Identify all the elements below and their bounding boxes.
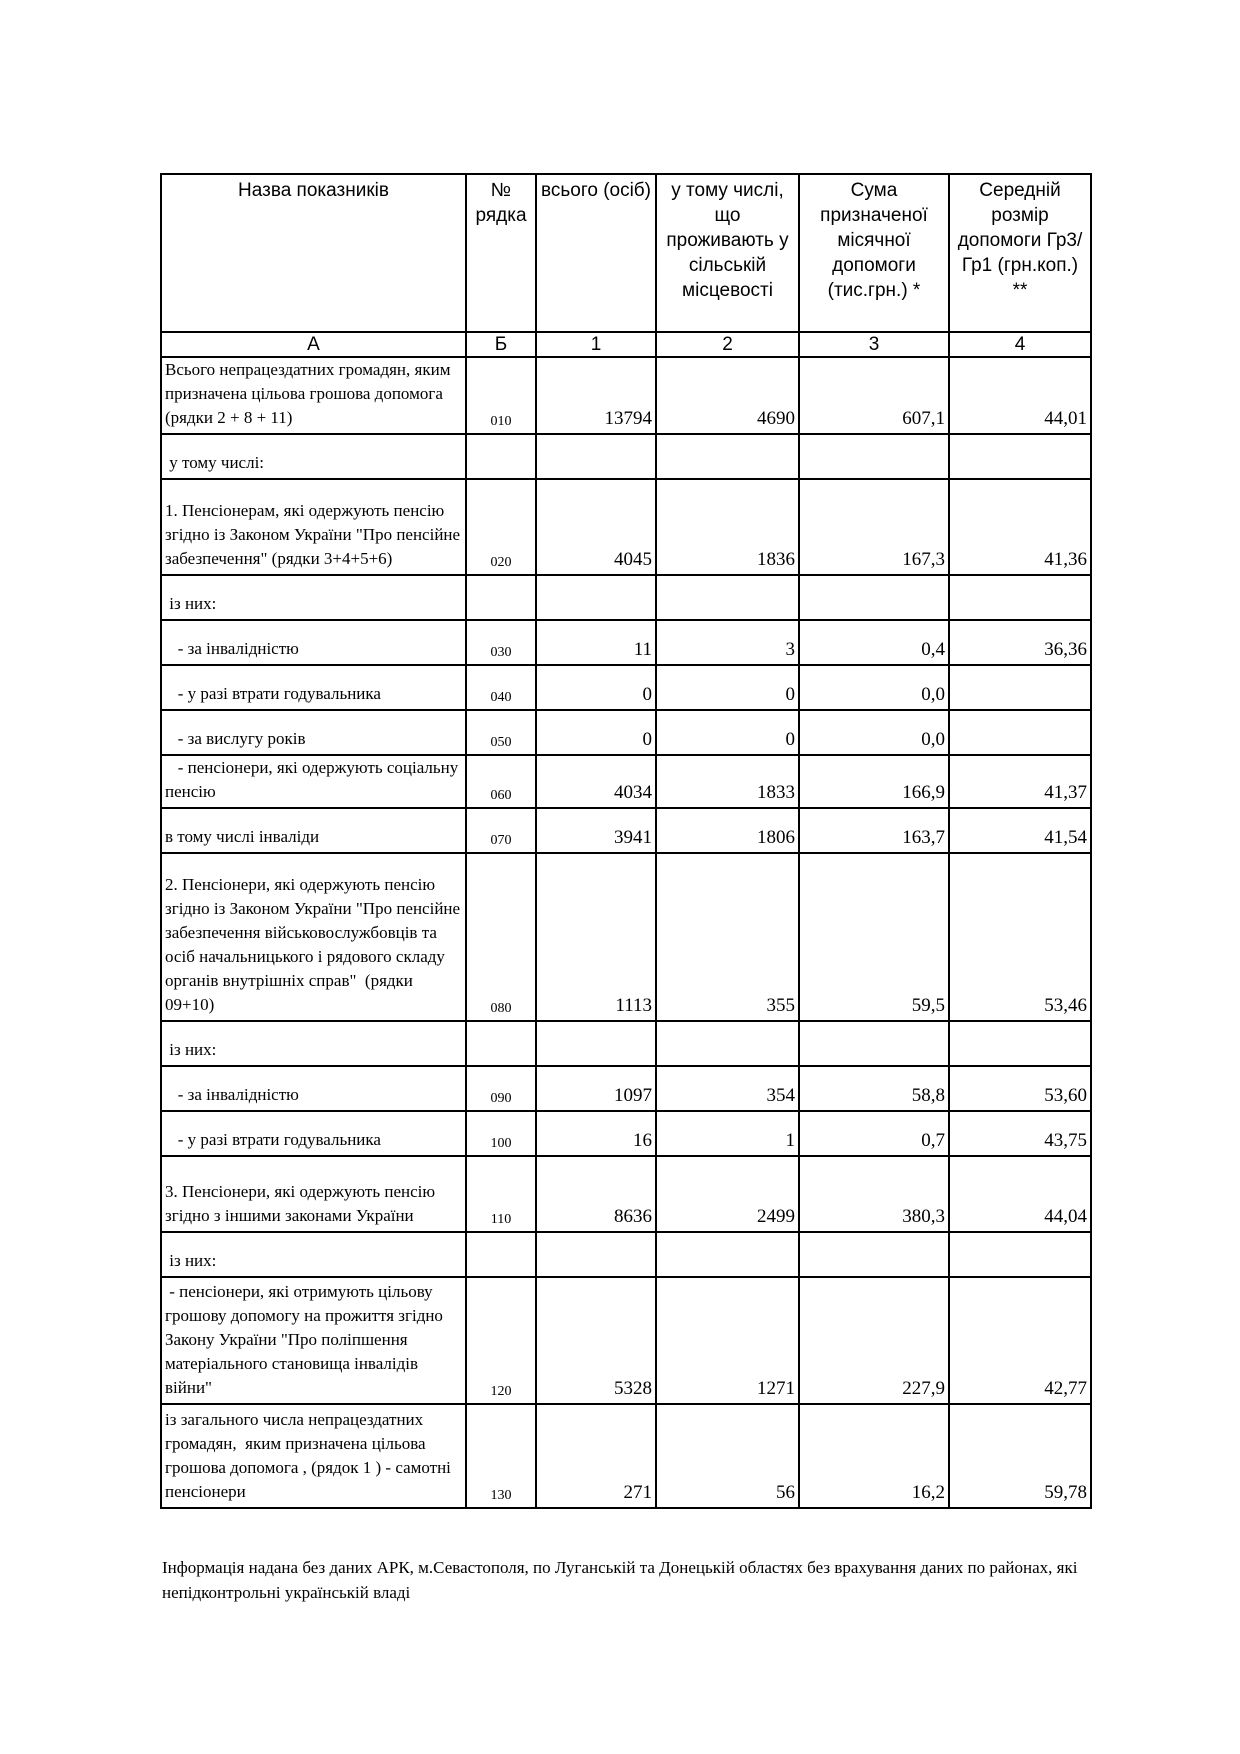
footnote: Інформація надана без даних АРК, м.Севастополя, по Луганській та Донецькій областях без врахування даних по районах, які непідконтрольні українській владі [162, 1558, 1078, 1602]
row-rural: 1806 [656, 808, 799, 853]
row-name: 1. Пенсіонерам, які одержують пенсію згідно із Законом України "Про пенсійне забезпечення" (рядки 3+4+5+6) [161, 479, 466, 575]
row-total: 4045 [536, 479, 656, 575]
row-rural: 2499 [656, 1156, 799, 1232]
header-average-amount: Середній розмір допомоги Гр3/Гр1 (грн.коп.) ** [949, 174, 1091, 332]
row-sum: 58,8 [799, 1066, 949, 1111]
row-code: 090 [466, 1066, 536, 1111]
row-name: 3. Пенсіонери, які одержують пенсію згідно з іншими законами України [161, 1156, 466, 1232]
row-total: 1097 [536, 1066, 656, 1111]
row-sum: 607,1 [799, 357, 949, 434]
row-total: 4034 [536, 755, 656, 808]
row-average: 44,01 [949, 357, 1091, 434]
row-average: 41,36 [949, 479, 1091, 575]
row-name: в тому числі інваліди [161, 808, 466, 853]
column-letter: 1 [536, 332, 656, 357]
row-code: 060 [466, 755, 536, 808]
header-row [161, 174, 1091, 332]
table-row [161, 1111, 1091, 1156]
row-total: 11 [536, 620, 656, 665]
row-name: у тому числі: [161, 434, 466, 479]
header-indicator-name: Назва показників [161, 174, 466, 332]
row-rural: 1836 [656, 479, 799, 575]
row-rural: 0 [656, 665, 799, 710]
row-name: - пенсіонери, які одержують соціальну пенсію [161, 755, 466, 808]
row-total [536, 1021, 656, 1066]
row-code: 120 [466, 1277, 536, 1404]
row-code: 020 [466, 479, 536, 575]
row-rural [656, 1021, 799, 1066]
row-rural [656, 575, 799, 620]
row-average [949, 575, 1091, 620]
row-sum: 0,4 [799, 620, 949, 665]
row-name: із них: [161, 1232, 466, 1277]
row-sum: 227,9 [799, 1277, 949, 1404]
row-name: - за інвалідністю [161, 620, 466, 665]
table-row [161, 665, 1091, 710]
row-name: - у разі втрати годувальника [161, 665, 466, 710]
row-name: із них: [161, 1021, 466, 1066]
row-sum [799, 1232, 949, 1277]
row-average [949, 710, 1091, 755]
table-row [161, 1021, 1091, 1066]
table-row [161, 1066, 1091, 1111]
row-sum [799, 434, 949, 479]
row-name: - за інвалідністю [161, 1066, 466, 1111]
row-rural [656, 1232, 799, 1277]
row-sum [799, 575, 949, 620]
row-average: 41,54 [949, 808, 1091, 853]
column-letter: 4 [949, 332, 1091, 357]
table-row [161, 479, 1091, 575]
header-total-persons: всього (осіб) [536, 174, 656, 332]
row-total: 271 [536, 1404, 656, 1508]
column-letter: 3 [799, 332, 949, 357]
row-average: 41,37 [949, 755, 1091, 808]
row-sum: 16,2 [799, 1404, 949, 1508]
row-code [466, 575, 536, 620]
row-code [466, 434, 536, 479]
row-name: із загального числа непрацездатних громадян, яким призначена цільова грошова допомога , (рядок 1 ) - самотні пенсіонери [161, 1404, 466, 1508]
row-rural: 1833 [656, 755, 799, 808]
row-average [949, 665, 1091, 710]
row-rural: 56 [656, 1404, 799, 1508]
row-total: 8636 [536, 1156, 656, 1232]
row-sum: 0,0 [799, 665, 949, 710]
row-code [466, 1232, 536, 1277]
row-average [949, 1232, 1091, 1277]
row-average: 43,75 [949, 1111, 1091, 1156]
row-total: 5328 [536, 1277, 656, 1404]
row-average [949, 434, 1091, 479]
row-code: 110 [466, 1156, 536, 1232]
table-row [161, 575, 1091, 620]
row-total: 13794 [536, 357, 656, 434]
table-row [161, 755, 1091, 808]
row-name: із них: [161, 575, 466, 620]
row-total [536, 575, 656, 620]
row-rural: 3 [656, 620, 799, 665]
table-row [161, 710, 1091, 755]
row-average [949, 1021, 1091, 1066]
row-total: 0 [536, 665, 656, 710]
statistics-table [160, 173, 1092, 1509]
column-letter: А [161, 332, 466, 357]
row-rural [656, 434, 799, 479]
table-row [161, 853, 1091, 1021]
row-name: Всього непрацездатних громадян, яким призначена цільова грошова допомога (рядки 2 + 8 + 11) [161, 357, 466, 434]
row-sum: 380,3 [799, 1156, 949, 1232]
table-row [161, 808, 1091, 853]
table-row [161, 357, 1091, 434]
row-code: 080 [466, 853, 536, 1021]
row-total: 3941 [536, 808, 656, 853]
row-code: 050 [466, 710, 536, 755]
table-body [161, 357, 1091, 1508]
row-average: 36,36 [949, 620, 1091, 665]
row-sum: 0,0 [799, 710, 949, 755]
header-monthly-sum: Сума призначеної місячної допомоги (тис.грн.) * [799, 174, 949, 332]
row-total: 16 [536, 1111, 656, 1156]
header-row-number: № рядка [466, 174, 536, 332]
row-average: 59,78 [949, 1404, 1091, 1508]
row-rural: 0 [656, 710, 799, 755]
row-total [536, 1232, 656, 1277]
row-sum: 59,5 [799, 853, 949, 1021]
row-name: 2. Пенсіонери, які одержують пенсію згідно із Законом України "Про пенсійне забезпечення військовослужбовців та осіб начальницького і рядового складу органів внутрішніх справ" (рядки 09+10) [161, 853, 466, 1021]
row-total: 1113 [536, 853, 656, 1021]
row-code: 130 [466, 1404, 536, 1508]
row-average: 53,60 [949, 1066, 1091, 1111]
row-sum: 0,7 [799, 1111, 949, 1156]
row-name: - за вислугу років [161, 710, 466, 755]
row-rural: 4690 [656, 357, 799, 434]
table-row [161, 1232, 1091, 1277]
row-sum: 163,7 [799, 808, 949, 853]
row-code [466, 1021, 536, 1066]
row-rural: 355 [656, 853, 799, 1021]
row-average: 42,77 [949, 1277, 1091, 1404]
row-rural: 1271 [656, 1277, 799, 1404]
header-rural: у тому числі, що проживають у сільській місцевості [656, 174, 799, 332]
column-letter: Б [466, 332, 536, 357]
table-row [161, 1404, 1091, 1508]
row-total [536, 434, 656, 479]
row-total: 0 [536, 710, 656, 755]
table-row [161, 1277, 1091, 1404]
table-row [161, 620, 1091, 665]
row-code: 030 [466, 620, 536, 665]
row-code: 070 [466, 808, 536, 853]
table-row [161, 434, 1091, 479]
row-sum [799, 1021, 949, 1066]
row-name: - пенсіонери, які отримують цільову грошову допомогу на прожиття згідно Закону України "Про поліпшення матеріального становища інвалідів війни" [161, 1277, 466, 1404]
row-name: - у разі втрати годувальника [161, 1111, 466, 1156]
row-code: 100 [466, 1111, 536, 1156]
row-average: 53,46 [949, 853, 1091, 1021]
row-sum: 167,3 [799, 479, 949, 575]
column-letter: 2 [656, 332, 799, 357]
row-rural: 354 [656, 1066, 799, 1111]
row-code: 010 [466, 357, 536, 434]
row-average: 44,04 [949, 1156, 1091, 1232]
row-sum: 166,9 [799, 755, 949, 808]
table-row [161, 1156, 1091, 1232]
column-letter-row [161, 332, 1091, 357]
row-code: 040 [466, 665, 536, 710]
row-rural: 1 [656, 1111, 799, 1156]
